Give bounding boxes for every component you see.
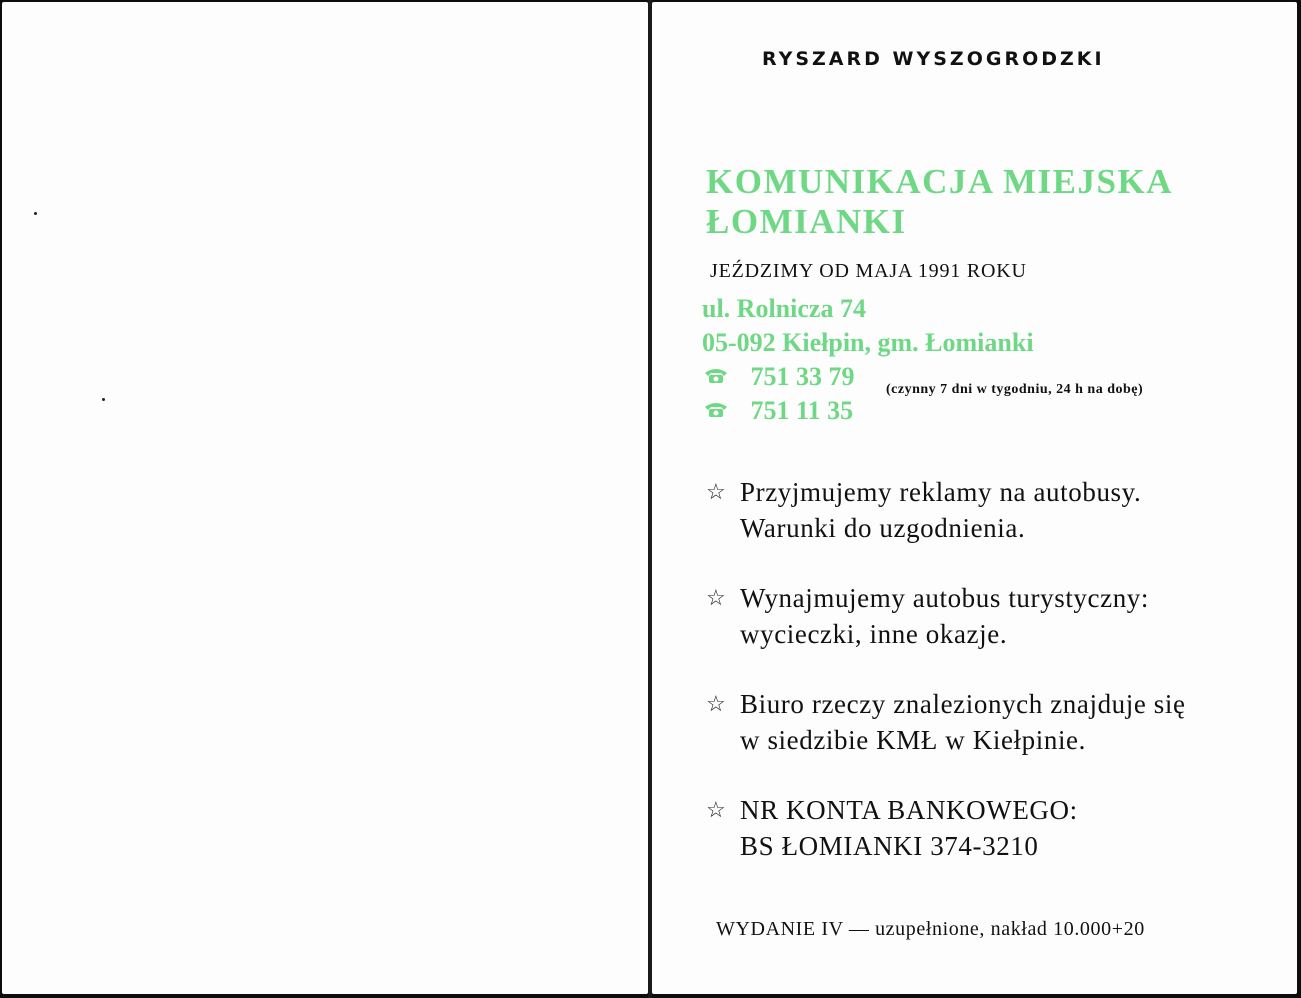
left-page [2,2,648,994]
star-outline-icon: ☆ [706,691,727,716]
telephone-icon [702,360,730,380]
info-item-line2: w siedzibie KMŁ w Kiełpinie. [740,725,1086,755]
company-name-line2: ŁOMIANKI [706,202,907,241]
author-name: RYSZARD WYSZOGRODZKI [762,48,1105,70]
info-item-bus-rental [706,580,1246,652]
phone-note: (czynny 7 dni w tygodniu, 24 h na dobę) [886,382,1144,397]
right-page [652,2,1297,994]
info-item-lost-and-found [706,686,1246,758]
star-outline-icon: ☆ [706,585,727,610]
star-outline-icon: ☆ [706,479,727,504]
info-item-line2: wycieczki, inne okazje. [740,619,1008,649]
info-item-line2: Warunki do uzgodnienia. [740,513,1026,543]
info-item-line2: BS ŁOMIANKI 374-3210 [740,831,1039,861]
info-item-line1: Biuro rzeczy znalezionych znajduje się [740,689,1186,719]
info-list [706,474,1246,898]
city-address: 05-092 Kiełpin, gm. Łomianki [702,328,1034,357]
info-item-bank-account [706,792,1246,864]
ink-speck [102,398,105,401]
phone-number-1: 751 33 79 [750,362,855,391]
telephone-icon [702,394,730,414]
info-item-line1: Wynajmujemy autobus turystyczny: [740,583,1149,613]
company-name [706,162,1173,242]
company-name-line1: KOMUNIKACJA MIEJSKA [706,162,1173,201]
info-item-line1: NR KONTA BANKOWEGO: [740,795,1078,825]
info-item-line1: Przyjmujemy reklamy na autobusy. [740,477,1142,507]
street-address: ul. Rolnicza 74 [702,294,866,323]
ink-speck [34,212,37,215]
star-outline-icon: ☆ [706,797,727,822]
edition-note: WYDANIE IV — uzupełnione, nakład 10.000+20 [716,918,1145,940]
since-line: JEŹDZIMY OD MAJA 1991 ROKU [710,260,1027,282]
phone-number-2: 751 11 35 [750,396,854,425]
phone-row-2 [702,394,1034,428]
info-item-advertising [706,474,1246,546]
address-block [702,292,1034,428]
